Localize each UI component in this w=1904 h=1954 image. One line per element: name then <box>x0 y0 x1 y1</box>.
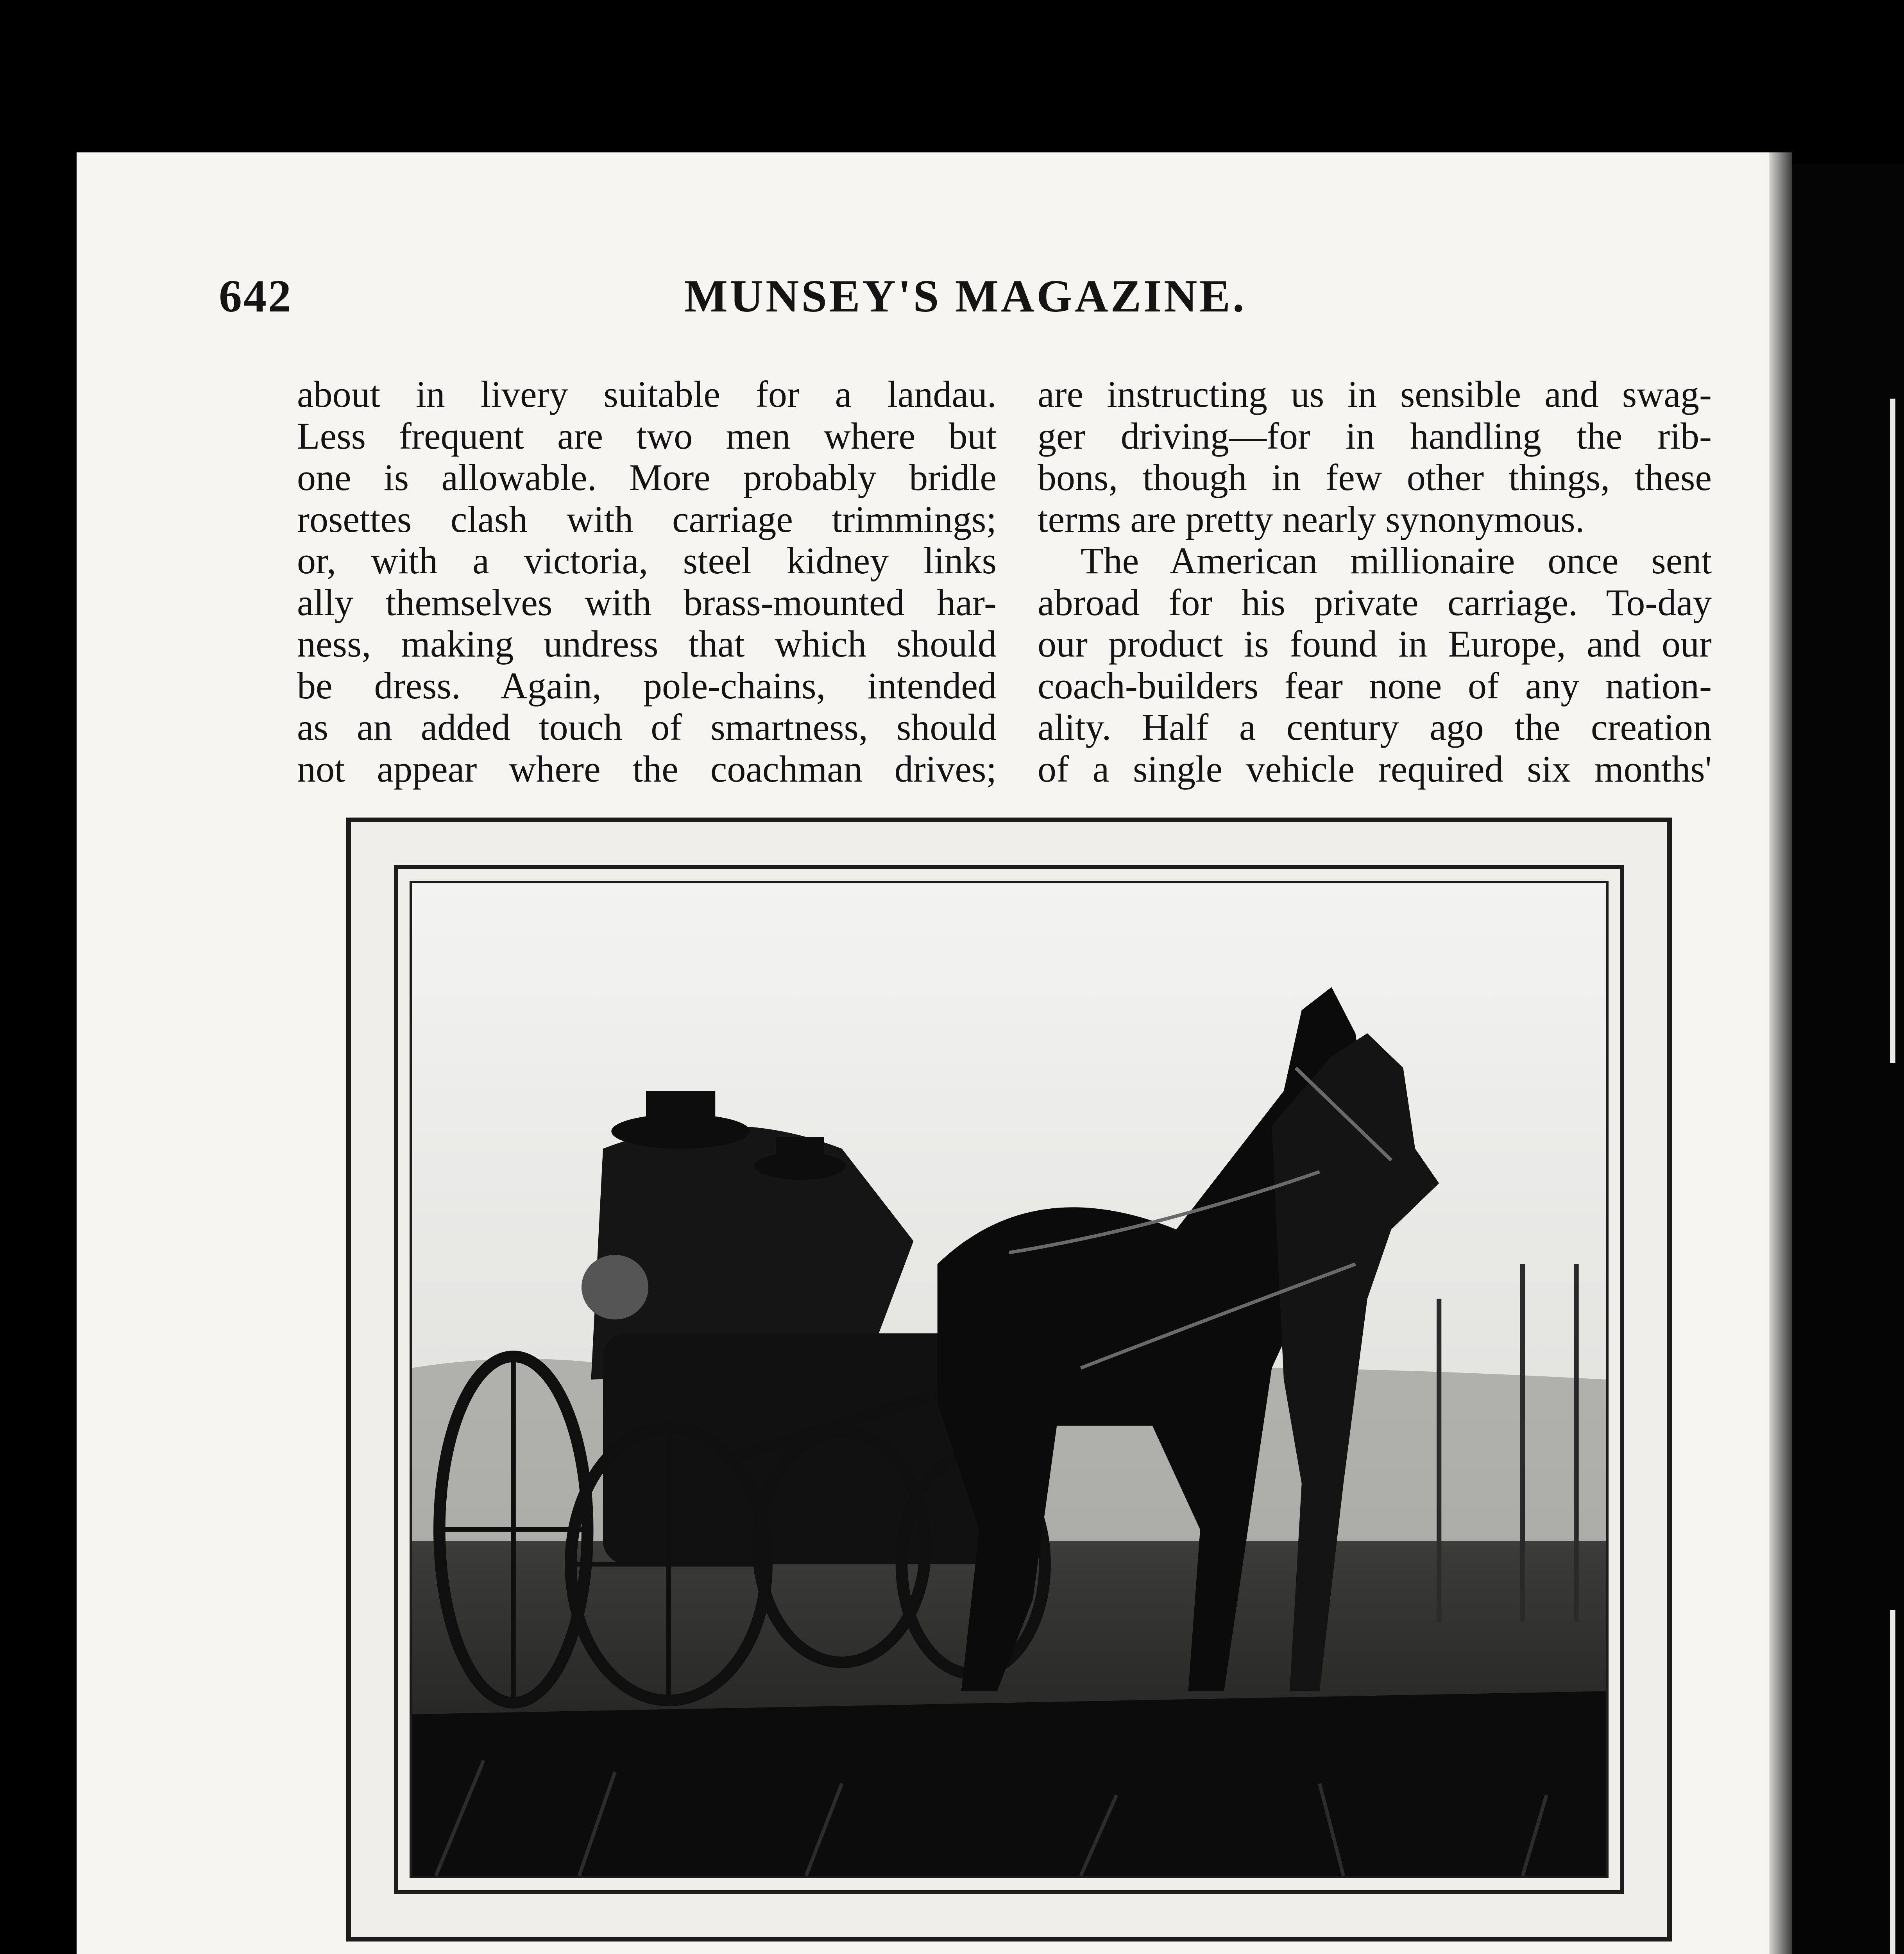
text-line: not appear where the coachman drives; <box>297 748 997 790</box>
text-line: or, with a victoria, steel kidney links <box>297 540 997 582</box>
text-column-left-top <box>297 374 997 790</box>
text-line: terms are pretty nearly synonymous. <box>1038 498 1585 540</box>
text-column-right-top <box>1038 374 1712 790</box>
phaeton-photograph <box>412 883 1606 1876</box>
text-line: as an added touch of smartness, should <box>297 706 997 748</box>
text-line: ness, making undress that which should <box>297 623 997 665</box>
page-number: 642 <box>219 270 293 322</box>
text-line: one is allowable. More probably bridle <box>297 456 997 498</box>
text-line: about in livery suitable for a landau. <box>297 373 997 415</box>
text-line: our product is found in Europe, and our <box>1038 623 1712 665</box>
text-line: The American millionaire once sent <box>1081 540 1712 582</box>
magazine-title: MUNSEY'S MAGAZINE. <box>684 270 1247 322</box>
text-line: of a single vehicle required six months' <box>1038 748 1712 790</box>
text-line: are instructing us in sensible and swag- <box>1038 373 1712 415</box>
plate-frame <box>394 865 1624 1894</box>
adjacent-page-edge <box>1792 164 1904 1954</box>
text-line: bons, though in few other things, these <box>1038 456 1712 498</box>
text-line: ally themselves with brass-mounted har- <box>297 581 997 623</box>
text-line: rosettes clash with carriage trimmings; <box>297 498 997 540</box>
plate-frame-inner <box>410 881 1609 1878</box>
text-line: abroad for his private carriage. To-day <box>1038 581 1712 623</box>
running-head <box>219 270 1712 332</box>
engraving-plate <box>346 818 1672 1941</box>
page-gutter-shadow <box>1769 152 1792 1954</box>
text-line: be dress. Again, pole-chains, intended <box>297 664 997 707</box>
text-line: Less frequent are two men where but <box>297 415 997 457</box>
text-line: ality. Half a century ago the creation <box>1038 706 1712 748</box>
text-line: ger driving—for in handling the rib- <box>1038 415 1712 457</box>
text-line: coach-builders fear none of any nation- <box>1038 664 1712 707</box>
